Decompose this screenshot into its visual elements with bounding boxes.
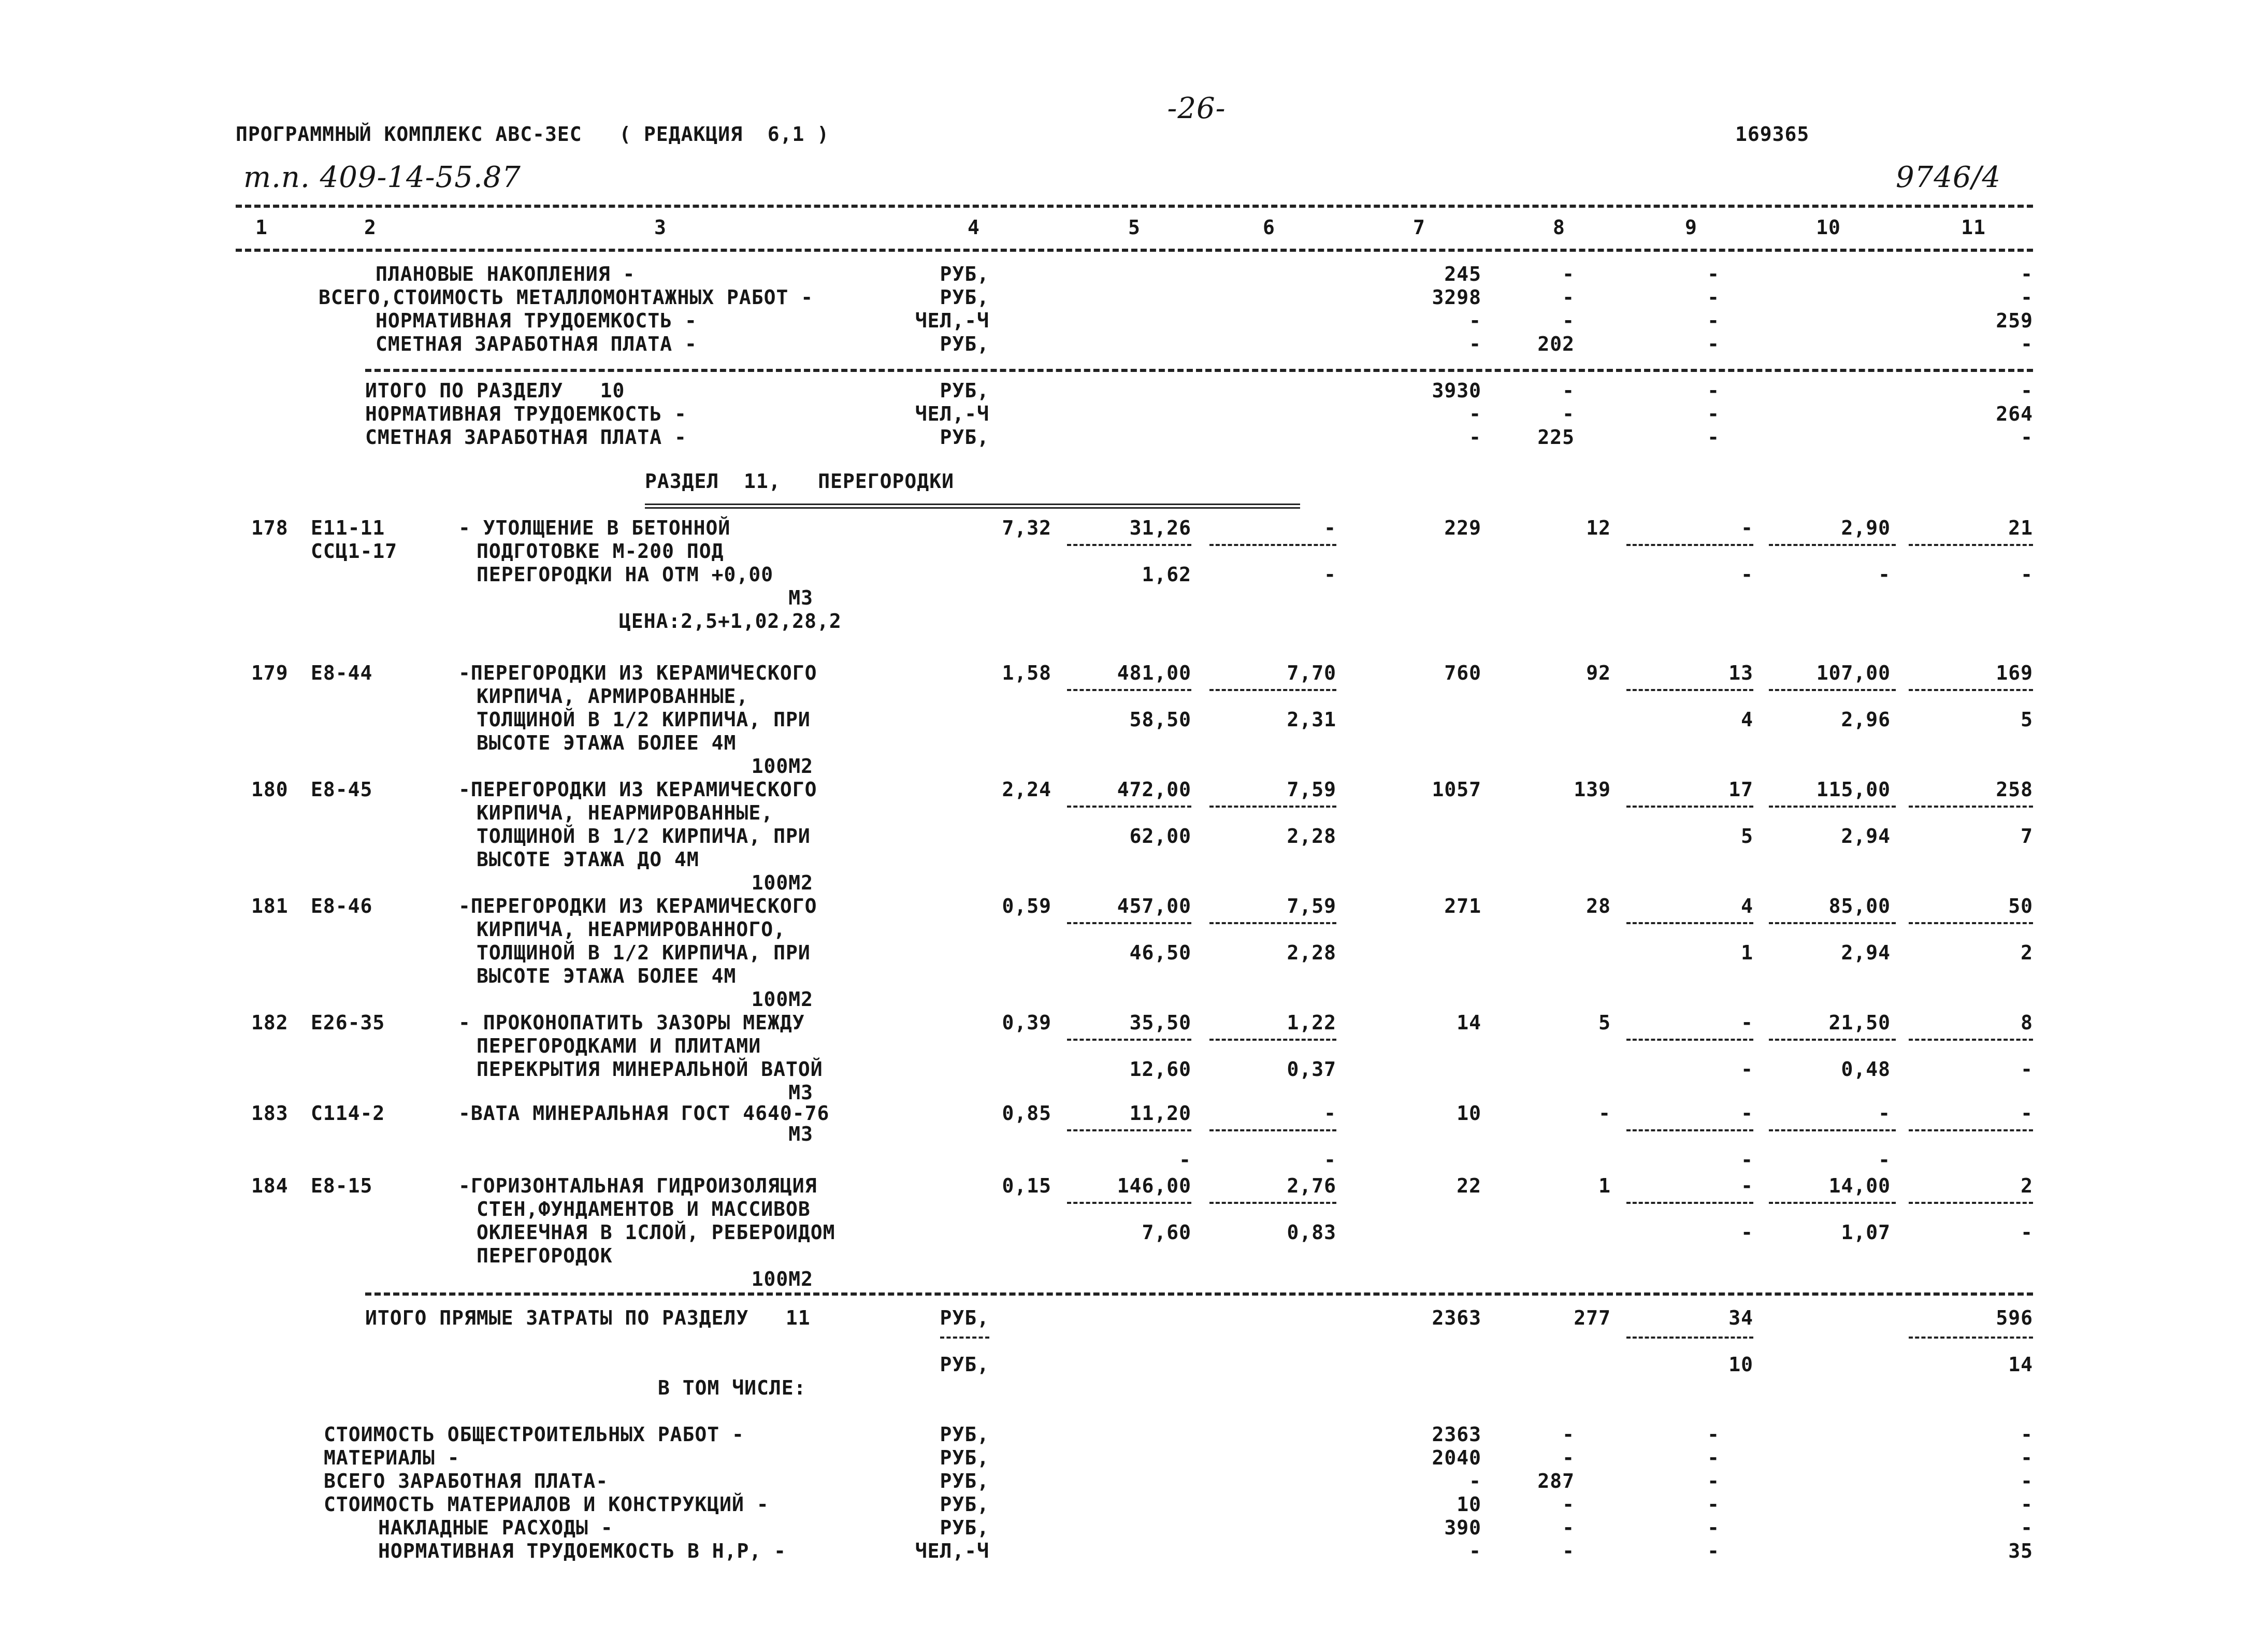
machine-cost: -: [1741, 1102, 1753, 1125]
item-description: ВЫСОТЕ ЭТАЖА ДО 4М: [477, 848, 699, 871]
cell-divider: [1626, 1337, 1753, 1339]
totals-label: ИТОГО ПРЯМЫЕ ЗАТРАТЫ ПО РАЗДЕЛУ 11: [365, 1306, 811, 1329]
labor-norm: 107,00: [1816, 662, 1891, 684]
labor-unit: 7,70: [1287, 662, 1336, 684]
cell-divider: [1209, 806, 1336, 808]
labor-unit: 7,59: [1287, 778, 1336, 801]
summary-label: ВСЕГО,СТОИМОСТЬ МЕТАЛЛОМОНТАЖНЫХ РАБОТ -: [319, 286, 814, 309]
value-col7: 2363: [1432, 1423, 1481, 1446]
unit-cost: 146,00: [1117, 1174, 1191, 1197]
item-description: -ВАТА МИНЕРАЛЬНАЯ ГОСТ 4640-76: [458, 1102, 830, 1125]
value-col9: -: [1707, 1540, 1720, 1562]
unit-cost-wages: 62,00: [1129, 825, 1191, 847]
value-col11: -: [2021, 1493, 2033, 1516]
item-unit: 100М2: [751, 871, 813, 894]
total-wages: 139: [1574, 778, 1611, 801]
value-col8: -: [1562, 1446, 1575, 1469]
unit: ЧЕЛ,-Ч: [915, 403, 989, 425]
unit-cost-wages: 46,50: [1129, 941, 1191, 964]
item-description: -ПЕРЕГОРОДКИ ИЗ КЕРАМИЧЕСКОГО: [458, 895, 817, 917]
value-col7: -: [1469, 1540, 1481, 1562]
total-cost: 760: [1444, 662, 1481, 684]
column-header: 1: [255, 216, 268, 239]
item-code: С114-2: [311, 1102, 385, 1125]
column-header: 5: [1128, 216, 1141, 239]
value-col7: 3930: [1432, 379, 1481, 402]
value-col9: -: [1707, 426, 1720, 449]
cell-divider: [1626, 922, 1753, 924]
value-col8: 202: [1537, 333, 1575, 355]
value-col8: -: [1562, 379, 1575, 402]
cell-divider: [1769, 806, 1896, 808]
summary-label: ИТОГО ПО РАЗДЕЛУ 10: [365, 379, 625, 402]
labor-total: 169: [1996, 662, 2033, 684]
machine-cost: -: [1741, 1011, 1753, 1034]
cell-divider: [1909, 1129, 2033, 1131]
cell-divider: [1067, 1039, 1191, 1041]
labor-norm-sub: 2,94: [1841, 941, 1891, 964]
labor-norm: 115,00: [1816, 778, 1891, 801]
total-wages: 5: [1598, 1011, 1611, 1034]
item-code: Е11-11: [311, 516, 385, 539]
item-description: -ПЕРЕГОРОДКИ ИЗ КЕРАМИЧЕСКОГО: [458, 662, 817, 684]
totals-rule: [365, 1292, 2033, 1296]
value-col7: 2040: [1432, 1446, 1481, 1469]
value-col9: -: [1707, 1470, 1720, 1492]
unit-cost-wages: 12,60: [1129, 1058, 1191, 1081]
summary-label: НАКЛАДНЫЕ РАСХОДЫ -: [378, 1516, 613, 1539]
value-col7: -: [1469, 333, 1481, 355]
value-col11: -: [2021, 426, 2033, 449]
page-number: -26-: [1167, 92, 1226, 125]
summary-label: ПЛАНОВЫЕ НАКОПЛЕНИЯ -: [376, 263, 636, 285]
quantity: 0,15: [1002, 1174, 1051, 1197]
cell-divider: [1209, 1202, 1336, 1204]
quantity: 7,32: [1002, 516, 1051, 539]
unit: РУБ,: [940, 379, 989, 402]
total-cost: 1057: [1432, 778, 1481, 801]
value-col11: -: [2021, 1446, 2033, 1469]
cell-divider: [1909, 1039, 2033, 1041]
labor-unit-sub: 2,28: [1287, 825, 1336, 847]
unit: РУБ,: [940, 1353, 989, 1376]
labor-total: 596: [1996, 1306, 2033, 1329]
value-col11: -: [2021, 263, 2033, 285]
value-col11: -: [2021, 1470, 2033, 1492]
labor-total: 21: [2008, 516, 2033, 539]
value-col8: -: [1562, 286, 1575, 309]
unit-cost: 11,20: [1129, 1102, 1191, 1125]
cell-divider: [1626, 689, 1753, 691]
item-description: ПЕРЕГОРОДКАМИ И ПЛИТАМИ: [477, 1035, 761, 1057]
value-col7: -: [1469, 309, 1481, 332]
column-header: 7: [1413, 216, 1425, 239]
labor-unit-sub: 0,37: [1287, 1058, 1336, 1081]
value-col7: 3298: [1432, 286, 1481, 309]
unit: РУБ,: [940, 1470, 989, 1492]
total-wages: -: [1598, 1102, 1611, 1125]
item-description: ПЕРЕГОРОДОК: [477, 1244, 613, 1267]
unit: РУБ,: [940, 286, 989, 309]
cell-divider: [1626, 544, 1753, 546]
quantity: 0,85: [1002, 1102, 1051, 1125]
machine-wages: 5: [1741, 825, 1753, 847]
item-description: КИРПИЧА, НЕАРМИРОВАННЫЕ,: [477, 801, 774, 824]
item-description: ТОЛЩИНОЙ В 1/2 КИРПИЧА, ПРИ: [477, 708, 811, 731]
summary-label: СМЕТНАЯ ЗАРАБОТНАЯ ПЛАТА -: [376, 333, 697, 355]
value-col8: -: [1562, 263, 1575, 285]
item-description: ВЫСОТЕ ЭТАЖА БОЛЕЕ 4М: [477, 731, 737, 754]
labor-norm: 2,90: [1841, 516, 1891, 539]
value-col8: -: [1562, 1493, 1575, 1516]
value-col9: -: [1707, 309, 1720, 332]
labor-unit: -: [1324, 1102, 1336, 1125]
cell-divider: [1067, 922, 1191, 924]
summary-label: НОРМАТИВНАЯ ТРУДОЕМКОСТЬ В Н,Р, -: [378, 1540, 786, 1562]
column-header: 2: [364, 216, 377, 239]
summary-label: НОРМАТИВНАЯ ТРУДОЕМКОСТЬ -: [365, 403, 687, 425]
cell-divider: [1909, 689, 2033, 691]
item-description: ПЕРЕГОРОДКИ НА ОТМ +0,00: [477, 563, 774, 586]
value-col8: 225: [1537, 426, 1575, 449]
labor-norm-sub: 1,07: [1841, 1221, 1891, 1244]
item-description: ТОЛЩИНОЙ В 1/2 КИРПИЧА, ПРИ: [477, 825, 811, 847]
cell-divider: [1209, 1129, 1336, 1131]
unit: РУБ,: [940, 1306, 989, 1329]
item-code: Е8-46: [311, 895, 373, 917]
value-col8: -: [1562, 1423, 1575, 1446]
value-col9: -: [1707, 1446, 1720, 1469]
value-col11: -: [2021, 379, 2033, 402]
item-description: ПЕРЕКРЫТИЯ МИНЕРАЛЬНОЙ ВАТОЙ: [477, 1058, 823, 1081]
value-col7: -: [1469, 403, 1481, 425]
total-cost: 10: [1457, 1102, 1481, 1125]
value-col9: -: [1707, 379, 1720, 402]
item-description: ОКЛЕЕЧНАЯ В 1СЛОЙ, РЕБЕРОИДОМ: [477, 1221, 835, 1244]
summary-label: СМЕТНАЯ ЗАРАБОТНАЯ ПЛАТА -: [365, 426, 687, 449]
labor-unit-sub: -: [1324, 563, 1336, 586]
unit: РУБ,: [940, 426, 989, 449]
summary-label: СТОИМОСТЬ МАТЕРИАЛОВ И КОНСТРУКЦИЙ -: [324, 1493, 769, 1516]
unit-cost: 31,26: [1129, 516, 1191, 539]
summary-label: СТОИМОСТЬ ОБЩЕСТРОИТЕЛЬНЫХ РАБОТ -: [324, 1423, 744, 1446]
labor-unit-sub: 0,83: [1287, 1221, 1336, 1244]
item-unit: 100М2: [751, 1268, 813, 1290]
column-header: 10: [1816, 216, 1841, 239]
value-col9: -: [1707, 1493, 1720, 1516]
value-col11: -: [2021, 333, 2033, 355]
machine-cost: 13: [1728, 662, 1753, 684]
value-col7: -: [1469, 426, 1481, 449]
value-col9: -: [1707, 333, 1720, 355]
separator-rule: [365, 369, 2033, 372]
column-header: 8: [1553, 216, 1565, 239]
column-header: 6: [1263, 216, 1275, 239]
labor-unit-sub: 2,31: [1287, 708, 1336, 731]
summary-label: ВСЕГО ЗАРАБОТНАЯ ПЛАТА-: [324, 1470, 609, 1492]
machine-cost: 34: [1728, 1306, 1753, 1329]
value-col11: 259: [1996, 309, 2033, 332]
total-wages: 92: [1586, 662, 1611, 684]
value-col8: -: [1562, 403, 1575, 425]
labor-norm: -: [1878, 1102, 1891, 1125]
cell-divider: [1909, 1337, 2033, 1339]
summary-label: МАТЕРИАЛЫ -: [324, 1446, 460, 1469]
labor-unit: 2,76: [1287, 1174, 1336, 1197]
item-code: Е8-45: [311, 778, 373, 801]
unit-cost: 472,00: [1117, 778, 1191, 801]
value-col9: -: [1707, 1423, 1720, 1446]
labor-unit: 7,59: [1287, 895, 1336, 917]
labor-norm: 85,00: [1828, 895, 1891, 917]
unit-cost: 481,00: [1117, 662, 1191, 684]
document-code: 169365: [1735, 123, 1810, 146]
item-number: 179: [251, 662, 289, 684]
value-col11: 264: [1996, 403, 2033, 425]
cell-divider: [1626, 806, 1753, 808]
column-header: 9: [1685, 216, 1697, 239]
unit-cost-wages: 1,62: [1142, 563, 1191, 586]
value-col7: 245: [1444, 263, 1481, 285]
item-description: ВЫСОТЕ ЭТАЖА БОЛЕЕ 4М: [477, 965, 737, 987]
cell-divider: [940, 1337, 989, 1339]
value-col9: -: [1707, 1516, 1720, 1539]
machine-wages: 1: [1741, 941, 1753, 964]
column-header: 4: [968, 216, 980, 239]
unit: ЧЕЛ,-Ч: [915, 309, 989, 332]
item-code: Е8-15: [311, 1174, 373, 1197]
value-col7: 10: [1457, 1493, 1481, 1516]
labor-norm: 21,50: [1828, 1011, 1891, 1034]
item-number: 182: [251, 1011, 289, 1034]
item-description: -ПЕРЕГОРОДКИ ИЗ КЕРАМИЧЕСКОГО: [458, 778, 817, 801]
unit-cost-wages: 7,60: [1142, 1221, 1191, 1244]
item-description: - ПРОКОНОПАТИТЬ ЗАЗОРЫ МЕЖДУ: [458, 1011, 805, 1034]
machine-cost: 4: [1741, 895, 1753, 917]
labor-unit: 1,22: [1287, 1011, 1336, 1034]
item-number: 183: [251, 1102, 289, 1125]
top-rule: [236, 205, 2033, 208]
total-cost: 229: [1444, 516, 1481, 539]
unit: РУБ,: [940, 1516, 989, 1539]
machine-cost: 17: [1728, 778, 1753, 801]
program-title: ПРОГРАММНЫЙ КОМПЛЕКС АВС-3ЕС ( РЕДАКЦИЯ 6,1 ): [236, 123, 830, 146]
total-cost: 271: [1444, 895, 1481, 917]
cell-divider: [1626, 1202, 1753, 1204]
item-description: СТЕН,ФУНДАМЕНТОВ И МАССИВОВ: [477, 1198, 811, 1220]
machine-wages: -: [1741, 1148, 1753, 1171]
item-code: Е8-44: [311, 662, 373, 684]
item-unit: М3: [788, 1123, 813, 1145]
quantity: 1,58: [1002, 662, 1051, 684]
cell-divider: [1769, 1129, 1896, 1131]
labor-total-sub: 14: [2008, 1353, 2033, 1376]
labor-norm-sub: 0,48: [1841, 1058, 1891, 1081]
cell-divider: [1909, 544, 2033, 546]
value-col8: -: [1562, 309, 1575, 332]
item-number: 184: [251, 1174, 289, 1197]
labor-total-sub: 2: [2021, 941, 2033, 964]
item-description: ПОДГОТОВКЕ М-200 ПОД: [477, 540, 724, 563]
quantity: 0,39: [1002, 1011, 1051, 1034]
item-unit: 100М2: [751, 755, 813, 778]
labor-norm: 14,00: [1828, 1174, 1891, 1197]
column-header: 3: [654, 216, 667, 239]
labor-total: 8: [2021, 1011, 2033, 1034]
cell-divider: [1067, 806, 1191, 808]
section-title: РАЗДЕЛ 11, ПЕРЕГОРОДКИ: [645, 470, 954, 493]
project-number: т.п. 409-14-55.87: [243, 161, 521, 194]
value-col7: 390: [1444, 1516, 1481, 1539]
cell-divider: [1626, 1129, 1753, 1131]
unit: ЧЕЛ,-Ч: [915, 1540, 989, 1562]
labor-unit: -: [1324, 516, 1336, 539]
unit: РУБ,: [940, 1446, 989, 1469]
unit: РУБ,: [940, 1493, 989, 1516]
item-description: ТОЛЩИНОЙ В 1/2 КИРПИЧА, ПРИ: [477, 941, 811, 964]
total-cost: 2363: [1432, 1306, 1481, 1329]
unit-cost: 35,50: [1129, 1011, 1191, 1034]
value-col11: -: [2021, 1516, 2033, 1539]
machine-wages: -: [1741, 1058, 1753, 1081]
value-col8: 287: [1537, 1470, 1575, 1492]
labor-total-sub: -: [2021, 1058, 2033, 1081]
value-col9: -: [1707, 286, 1720, 309]
item-description: КИРПИЧА, АРМИРОВАННЫЕ,: [477, 685, 749, 708]
value-col9: -: [1707, 263, 1720, 285]
value-col11: -: [2021, 286, 2033, 309]
total-cost: 22: [1457, 1174, 1481, 1197]
cell-divider: [1067, 1129, 1191, 1131]
section-title-underline: [645, 504, 1300, 509]
labor-total-sub: -: [2021, 1221, 2033, 1244]
labor-total-sub: 7: [2021, 825, 2033, 847]
cell-divider: [1209, 544, 1336, 546]
machine-wages: -: [1741, 1221, 1753, 1244]
value-col11: 35: [2008, 1540, 2033, 1562]
header-rule: [236, 249, 2033, 252]
machine-wages: -: [1741, 563, 1753, 586]
value-col9: -: [1707, 403, 1720, 425]
labor-norm-sub: -: [1878, 563, 1891, 586]
cell-divider: [1209, 922, 1336, 924]
item-number: 180: [251, 778, 289, 801]
labor-norm-sub: 2,96: [1841, 708, 1891, 731]
unit: РУБ,: [940, 263, 989, 285]
labor-total-sub: 5: [2021, 708, 2033, 731]
labor-unit-sub: -: [1324, 1148, 1336, 1171]
cell-divider: [1769, 922, 1896, 924]
cell-divider: [1909, 1202, 2033, 1204]
item-code: Е26-35: [311, 1011, 385, 1034]
value-col8: -: [1562, 1540, 1575, 1562]
cell-divider: [1209, 689, 1336, 691]
item-number: 178: [251, 516, 289, 539]
machine-wages: 10: [1728, 1353, 1753, 1376]
item-code-secondary: ССЦ1-17: [311, 540, 398, 563]
total-wages: 28: [1586, 895, 1611, 917]
total-cost: 14: [1457, 1011, 1481, 1034]
total-wages: 277: [1574, 1306, 1611, 1329]
item-unit: 100М2: [751, 988, 813, 1011]
value-col11: -: [2021, 1423, 2033, 1446]
cell-divider: [1909, 922, 2033, 924]
cell-divider: [1909, 806, 2033, 808]
unit-cost-wages: 58,50: [1129, 708, 1191, 731]
quantity: 2,24: [1002, 778, 1051, 801]
unit: РУБ,: [940, 1423, 989, 1446]
labor-total: 50: [2008, 895, 2033, 917]
labor-unit-sub: 2,28: [1287, 941, 1336, 964]
machine-cost: -: [1741, 516, 1753, 539]
item-description: КИРПИЧА, НЕАРМИРОВАННОГО,: [477, 918, 786, 941]
item-description: - УТОЛЩЕНИЕ В БЕТОННОЙ: [458, 516, 731, 539]
cell-divider: [1626, 1039, 1753, 1041]
machine-cost: -: [1741, 1174, 1753, 1197]
unit-cost: 457,00: [1117, 895, 1191, 917]
total-wages: 12: [1586, 516, 1611, 539]
total-wages: 1: [1598, 1174, 1611, 1197]
item-number: 181: [251, 895, 289, 917]
cell-divider: [1067, 1202, 1191, 1204]
labor-total-sub: -: [2021, 563, 2033, 586]
item-price-note: ЦЕНА:2,5+1,02,28,2: [619, 610, 842, 633]
including-label: В ТОМ ЧИСЛЕ:: [658, 1376, 806, 1399]
item-description: -ГОРИЗОНТАЛЬНАЯ ГИДРОИЗОЛЯЦИЯ: [458, 1174, 817, 1197]
quantity: 0,59: [1002, 895, 1051, 917]
item-unit: М3: [788, 1081, 813, 1104]
labor-norm-sub: -: [1878, 1148, 1891, 1171]
value-col7: -: [1469, 1470, 1481, 1492]
machine-wages: 4: [1741, 708, 1753, 731]
cell-divider: [1067, 689, 1191, 691]
value-col8: -: [1562, 1516, 1575, 1539]
sheet-number: 9746/4: [1896, 161, 2001, 194]
cell-divider: [1769, 1039, 1896, 1041]
cell-divider: [1209, 1039, 1336, 1041]
labor-norm-sub: 2,94: [1841, 825, 1891, 847]
column-header: 11: [1961, 216, 1986, 239]
labor-total: 258: [1996, 778, 2033, 801]
item-unit: М3: [788, 586, 813, 609]
unit: РУБ,: [940, 333, 989, 355]
cell-divider: [1769, 689, 1896, 691]
cell-divider: [1769, 1202, 1896, 1204]
cell-divider: [1067, 544, 1191, 546]
labor-total: 2: [2021, 1174, 2033, 1197]
summary-label: НОРМАТИВНАЯ ТРУДОЕМКОСТЬ -: [376, 309, 697, 332]
labor-total: -: [2021, 1102, 2033, 1125]
unit-cost-wages: -: [1179, 1148, 1191, 1171]
cell-divider: [1769, 544, 1896, 546]
